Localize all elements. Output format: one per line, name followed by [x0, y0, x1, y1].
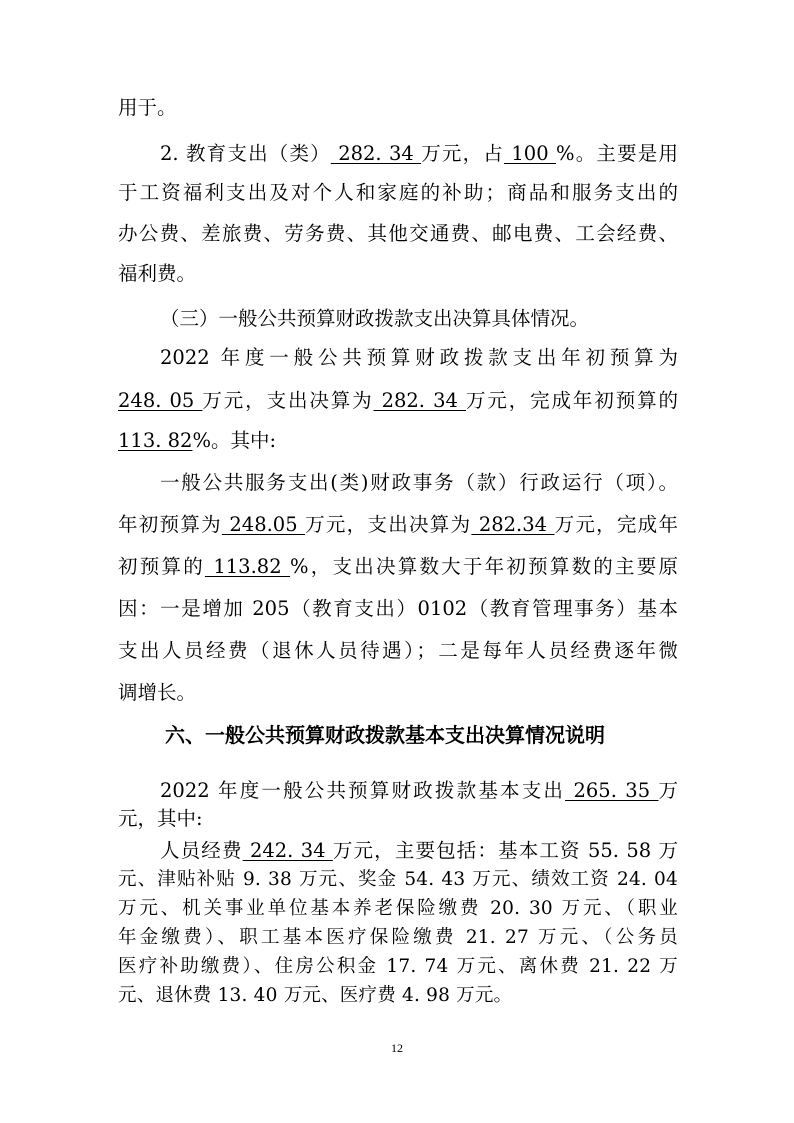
paragraph-line: 办公费、差旅费、劳务费、其他交通费、邮电费、工会经费、: [118, 222, 678, 245]
text-run: 用于。: [118, 96, 177, 119]
paragraph-line: [118, 388, 678, 414]
text-run: %。主要是用: [556, 142, 678, 165]
paragraph-line: 年金缴费）、职工基本医疗保险缴费 21. 27 万元、（公务员: [118, 927, 678, 948]
paragraph-line: 元、津贴补贴 9. 38 万元、奖金 54. 43 万元、绩效工资 24. 04: [118, 869, 678, 890]
underlined-value: 248. 05: [118, 389, 203, 412]
paragraph-line: 一般公共服务支出(类)财政事务（款）行政运行（项）。: [160, 471, 678, 494]
paragraph-line: 2022 年度一般公共预算财政拨款支出年初预算为: [160, 346, 678, 369]
text-run: 万: [658, 779, 679, 802]
paragraph-line: 因：一是增加 205（教育支出）0102（教育管理事务）基本: [118, 597, 678, 620]
paragraph-line: 福利费。: [118, 262, 197, 285]
paragraph-line: 医疗补助缴费）、住房公积金 17. 74 万元、离休费 21. 22 万: [118, 956, 678, 977]
text-run: 万元，完成年: [554, 513, 678, 536]
paragraph-line: 元，其中:: [118, 807, 203, 830]
paragraph-line: 万元、机关事业单位基本养老保险缴费 20. 30 万元、（职业: [118, 898, 678, 919]
underlined-value: 242. 34: [242, 839, 333, 862]
paragraph-line: 支出人员经费（退休人员待遇）；二是每年人员经费逐年微: [118, 639, 678, 662]
underlined-value: 265. 35: [565, 779, 659, 802]
underlined-value: 282.34: [471, 513, 555, 536]
text-run: 万元，主要包括：基本工资 55. 58 万: [332, 839, 679, 862]
paragraph-line: [118, 428, 678, 454]
text-run: 万元，完成年初预算的: [466, 389, 678, 412]
underlined-value: 113. 82: [118, 429, 193, 452]
section-heading: 六、一般公共预算财政拨款基本支出决算情况说明: [165, 723, 605, 747]
text-run: 万元，占: [421, 142, 504, 165]
paragraph-line: 于工资福利支出及对个人和家庭的补助；商品和服务支出的: [118, 181, 678, 204]
page-number: 12: [391, 1041, 403, 1055]
paragraph-line: [118, 512, 678, 538]
paragraph-line: [118, 554, 678, 580]
text-run: %。其中:: [192, 429, 277, 452]
underlined-value: 282. 34: [330, 142, 422, 165]
paragraph-line: [118, 95, 678, 121]
text-run: 2022 年度一般公共预算财政拨款基本支出: [160, 779, 566, 802]
text-run: 年初预算为: [118, 513, 222, 536]
paragraph-line: [160, 778, 678, 804]
paragraph-line: [160, 141, 678, 167]
text-run: 万元，支出决算为: [305, 513, 472, 536]
text-run: 2. 教育支出（类）: [160, 142, 331, 165]
text-run: 初预算的: [118, 555, 205, 578]
subheading: （三）一般公共预算财政拨款支出决算具体情况。: [160, 307, 590, 330]
underlined-value: 248.05: [221, 513, 306, 536]
underlined-value: 113.82: [204, 555, 291, 578]
paragraph-line: 调增长。: [118, 681, 197, 704]
paragraph-line: [160, 838, 678, 864]
underlined-value: 282. 34: [373, 389, 466, 412]
underlined-value: 100: [504, 142, 556, 165]
text-run: 万元，支出决算为: [202, 389, 374, 412]
text-run: 人员经费: [160, 839, 243, 862]
paragraph-line: 元、退休费 13. 40 万元、医疗费 4. 98 万元。: [118, 985, 513, 1006]
text-run: %，支出决算数大于年初预算数的主要原: [290, 555, 678, 578]
